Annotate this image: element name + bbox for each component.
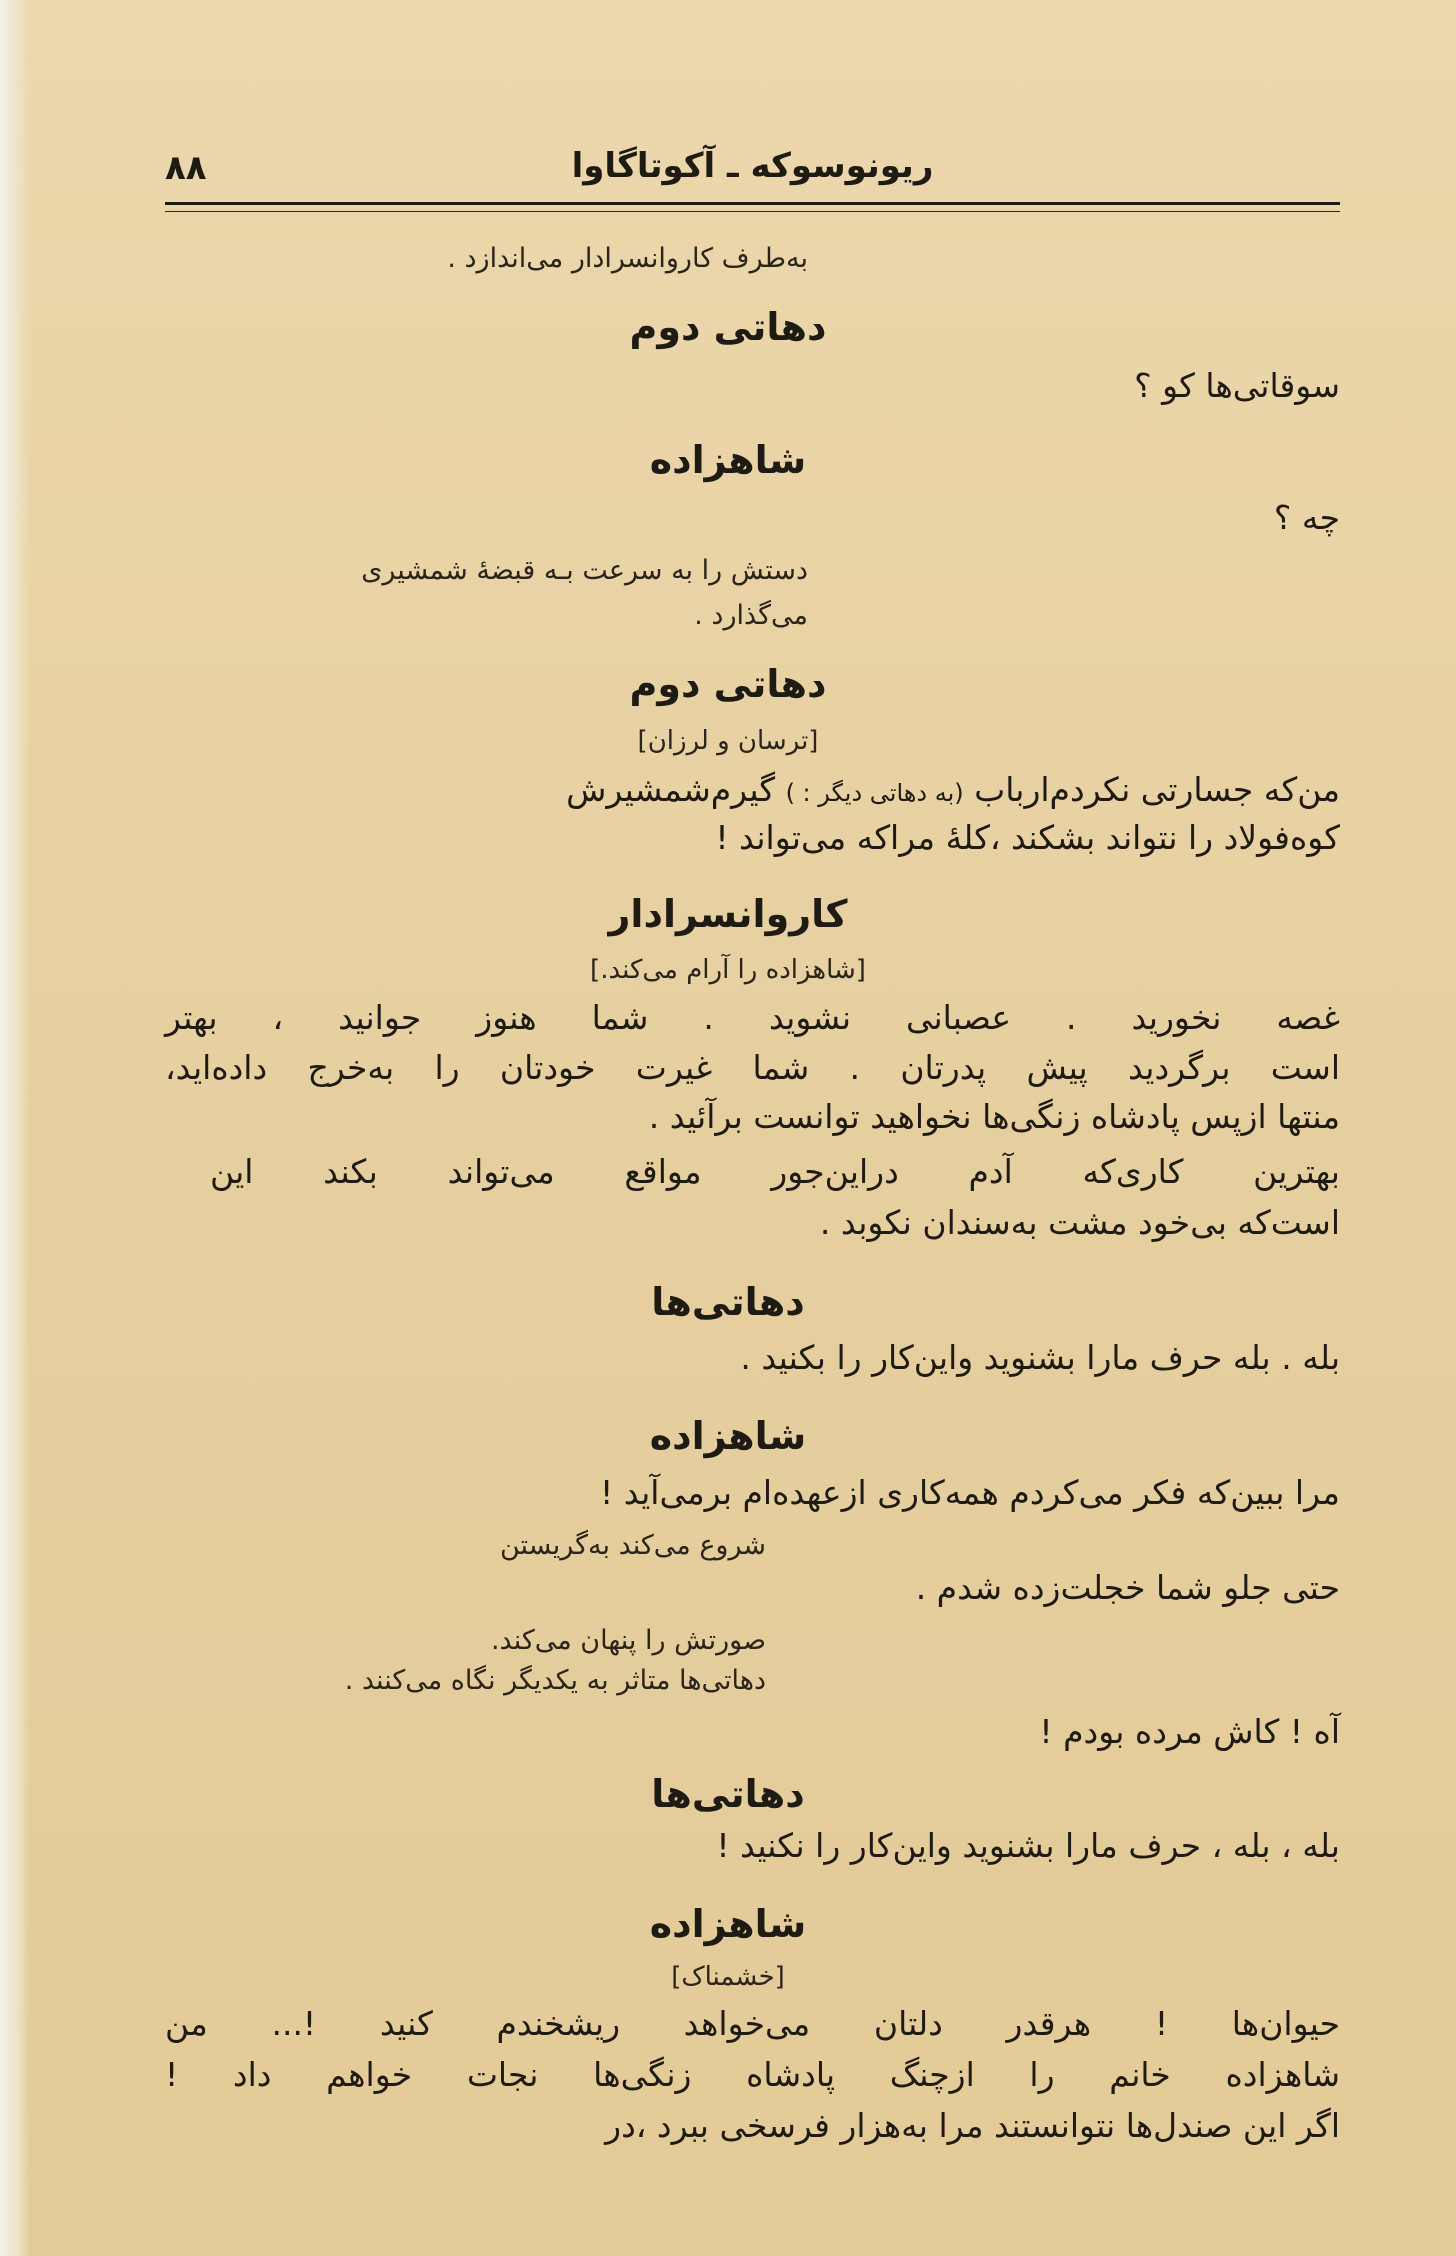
speaker-name: شاهزاده [649,438,807,482]
header-rule-thick [165,202,1340,205]
dialogue-line: چه ؟ [1273,498,1340,537]
dialogue-line: شاهزاده خانم را ازچنگ پادشاه زنگی‌ها نجات خواهم داد ! [165,2055,1340,2094]
speaker-name: دهاتی‌ها [651,1772,805,1816]
dialogue-fragment: گیرم‌شمشیرش [566,770,776,809]
dialogue-line: مرا ببین‌که فکر می‌کردم همه‌کاری ازعهده‌ام برمی‌آید ! [600,1473,1340,1512]
speaker-name: شاهزاده [649,1902,807,1946]
dialogue-line: غصه نخورید . عصبانی نشوید . شما هنوز جوانید ، بهتر [165,998,1340,1037]
speaker-name: شاهزاده [649,1414,807,1458]
dialogue-line: است برگردید پیش پدرتان . شما غیرت خودتان را به‌خرج داده‌اید، [165,1048,1340,1087]
stage-direction: صورتش را پنهان می‌کند. [490,1625,766,1656]
parenthetical: [ترسان و لرزان] [637,726,819,756]
dialogue-line: حتی جلو شما خجلت‌زده شدم . [915,1568,1340,1607]
running-head: ریونوسوکه ـ آکوتاگاوا [571,146,934,186]
stage-direction: شروع می‌کند به‌گریستن [499,1530,766,1561]
dialogue-line: منتها ازپس پادشاه زنگی‌ها نخواهید توانست برآئید . [648,1097,1340,1136]
header-rule-thin [165,211,1340,212]
dialogue-line: بهترین کاری‌که آدم دراین‌جور مواقع می‌تواند بکند این [210,1152,1340,1191]
speaker-name: دهاتی دوم [629,662,827,706]
dialogue-line: بله ، بله ، حرف مارا بشنوید واین‌کار را نکنید ! [716,1826,1340,1865]
parenthetical: [شاهزاده را آرام می‌کند.] [590,955,866,985]
dialogue-line: بله . بله حرف مارا بشنوید واین‌کار را بکنید . [740,1338,1340,1377]
stage-direction: دهاتی‌ها متاثر به یکدیگر نگاه می‌کنند . [344,1665,766,1696]
stage-direction: به‌طرف کاروانسرادار می‌اندازد . [447,243,808,274]
speaker-name: دهاتی دوم [629,305,827,349]
parenthetical: [خشمناک] [671,1962,785,1992]
dialogue-line: کوه‌فولاد را نتواند بشکند ،کلهٔ مراکه می‌تواند ! [715,818,1340,857]
dialogue-line: است‌که بی‌خود مشت به‌سندان نکوبد . [819,1203,1340,1242]
dialogue-fragment: من‌که جسارتی نکردم‌ارباب [974,770,1340,809]
dialogue-line: حیوان‌ها ! هرقدر دلتان می‌خواهد ریشخندم کنید !... من [165,2004,1340,2043]
dialogue-line: اگر این صندل‌ها نتوانستند مرا به‌هزار فرسخی ببرد ،در [605,2106,1340,2145]
dialogue-line [566,770,1340,809]
inline-stage-direction: (به دهاتی دیگر : ) [785,779,964,807]
stage-direction: می‌گذارد . [694,600,808,631]
speaker-name: دهاتی‌ها [651,1280,805,1324]
dialogue-line: سوقاتی‌ها کو ؟ [1134,366,1340,405]
page-number: ۸۸ [165,148,207,188]
speaker-name: کاروانسرادار [608,892,848,936]
page-header [165,138,1340,198]
dialogue-line: آه ! کاش مرده بودم ! [1039,1712,1340,1751]
stage-direction: دستش را به سرعت بـه قبضهٔ شمشیری [361,555,808,586]
